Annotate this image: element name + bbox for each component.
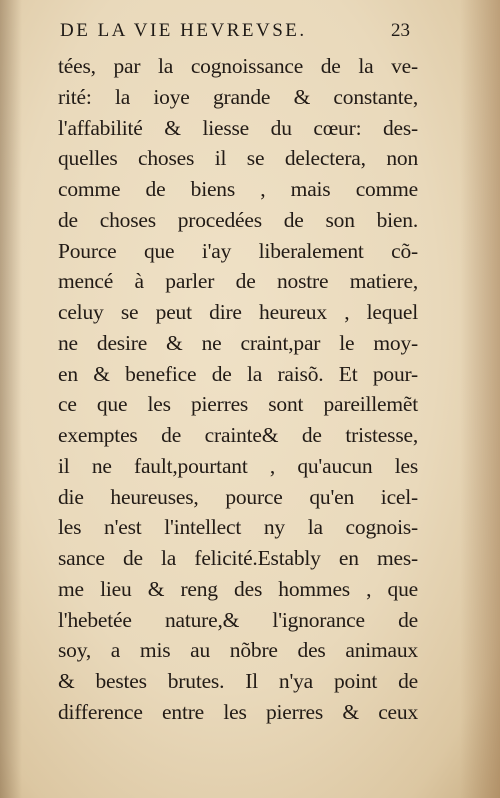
text-line: ce que les pierres sont pareillemẽt: [58, 392, 418, 417]
running-head: DE LA VIE HEVREVSE.: [60, 20, 307, 41]
text-line: rité: la ioye grande & constante,: [58, 84, 418, 109]
text-line: tées, par la cognoissance de la ve-: [58, 54, 418, 78]
text-line: exemptes de crainte& de tristesse,: [58, 423, 418, 447]
text-line: die heureuses, pource qu'en icel-: [58, 484, 418, 509]
text-line: Pource que i'ay liberalement cõ-: [58, 238, 418, 263]
text-line: mencé à parler de nostre matiere,: [58, 269, 418, 294]
text-line: ne desire & ne craint,par le moy-: [58, 330, 418, 355]
text-line: l'affabilité & liesse du cœur: des-: [58, 115, 418, 140]
text-line: soy, a mis au nõbre des animaux: [58, 638, 418, 663]
page-edge-shading: [460, 0, 500, 798]
body-text: [58, 51, 418, 728]
text-line: il ne fault,pourtant , qu'aucun les: [58, 453, 418, 478]
text-line: quelles choses il se delectera, non: [58, 146, 418, 171]
text-line: sance de la felicité.Estably en mes-: [58, 546, 418, 570]
text-line: comme de biens , mais comme: [58, 177, 418, 201]
page-header: [60, 20, 410, 50]
text-line: difference entre les pierres & ceux: [58, 699, 418, 724]
text-line: en & benefice de la raisõ. Et pour-: [58, 361, 418, 386]
text-line: de choses procedées de son bien.: [58, 207, 418, 232]
page-number: 23: [391, 20, 410, 41]
text-line: celuy se peut dire heureux , lequel: [58, 300, 418, 324]
text-line: les n'est l'intellect ny la cognois-: [58, 515, 418, 540]
spine-shadow: [0, 0, 22, 798]
text-line: l'hebetée nature,& l'ignorance de: [58, 607, 418, 632]
text-line: me lieu & reng des hommes , que: [58, 576, 418, 601]
text-line: & bestes brutes. Il n'ya point de: [58, 669, 418, 693]
